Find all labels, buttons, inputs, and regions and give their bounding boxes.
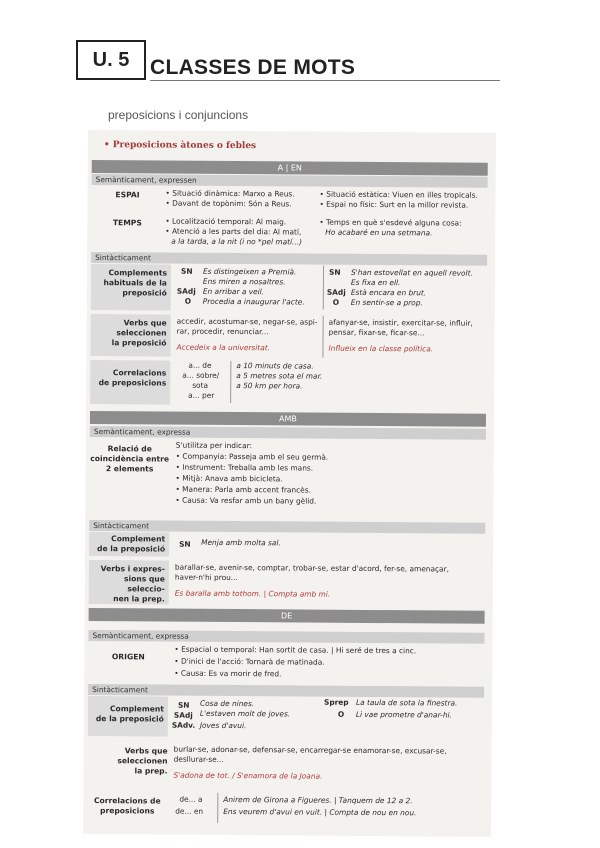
de-o-ex: Li vae prometre d'anar-hi. [355,709,452,720]
label-temps: TEMPS [112,218,142,228]
a-verbs-l2: rar, procedir, renunciar... [176,326,269,337]
a-sn-r-ex: S'han estovellat en aquell revolt. [350,267,473,278]
a-sadj-r: SAdj [326,287,346,297]
label-verbs-de [87,746,167,777]
label-complement-amb-2: de la preposició [97,544,166,554]
label-verbs-amb-2: sions que seleccio- [123,574,165,594]
amb-verbs-l3: Es baralla amb tothom. | Compta amb mi. [174,588,331,599]
label-verbs [90,314,170,357]
de-sadj-ex: L'estaven molt de joves. [199,708,291,719]
de-sadj: SAdj [173,710,193,720]
label-complements-1: Complements [108,268,168,278]
label-espai: ESPAI [115,190,140,200]
label-verbs-amb-1: Verbs i expres- [100,564,165,574]
row-amb-verbs [89,560,485,609]
amb-l1: • Companyia: Passeja amb el seu germà. [175,451,329,462]
title-divider [150,80,500,81]
row-temps [91,216,487,251]
amb-sn-ex: Menja amb molta sal. [201,537,281,548]
unit-label: U. 5 [76,40,146,80]
label-correlacions-1: Correlacions [112,368,167,378]
temps-left-3: a la tarda, a la nit (i no *pel matí...) [171,236,303,247]
label-complement-de [88,696,168,737]
de-l3: • Causa: Es va morir de fred. [174,668,282,679]
label-verbs-1: Verbs que [123,318,167,328]
de-verbs-l3: S'adona de tot. / S'enamora de la Joana. [173,770,323,781]
sem-header-de: Semànticament, expressa [88,630,484,644]
row-amb-relacio [89,440,486,523]
de-verbs-l2: desllurar-se... [173,754,224,764]
de-l2: • D'inici de l'acció: Tornarà de matinada. [174,656,325,667]
row-de-origen [88,644,484,685]
a-o: O [184,296,192,306]
de-corr-b1: Anirem de Girona a Figueres. | Tanquem de 12 a 2. [223,794,413,806]
label-complements-3: preposició [122,288,167,298]
label-relacio-1: Relació de [107,444,152,454]
a-o-r-ex: En sentir-se a prop. [350,297,423,308]
label-relacio-2: coincidència entre [90,454,170,464]
row-de-complement [88,696,484,741]
label-correlacions-de-2: preposicions [100,806,155,816]
amb-l2: • Instrument: Treballa amb les mans. [175,462,314,473]
a-sadj: SAdj [176,286,196,296]
a-sn-ex2: Ens miren a nosaltres. [202,276,286,287]
section-heading: • Preposicions àtones o febles [103,140,257,152]
label-verbs-2: seleccionen [116,328,167,338]
sint-header-amb: Sintàcticament [89,520,485,534]
label-verbs-de-2: seleccionen [117,756,168,766]
amb-l4: • Manera: Parla amb accent francès. [175,484,311,495]
amb-sn: SN [179,539,191,549]
de-sprep-ex: La taula de sota la finestra. [355,697,458,708]
row-de-correlacions [87,792,483,829]
amb-l5: • Causa: Va resfar amb un bany gèlid. [175,495,317,506]
a-corr-b2: a 5 metres sota el mar. [236,371,323,381]
a-o-ex: Procedia a inaugurar l'acte. [202,296,305,307]
de-sadv-ex: Joves d'avui. [199,720,247,731]
temps-right-2: Ho acabaré en una setmana. [325,227,433,238]
sem-header-amb: Semànticament, expressa [90,426,486,440]
amb-verbs-l1: barallar-se, avenir-se, comptar, trobar-se, estar d'acord, fer-se, amenaçar, [174,562,450,574]
de-sn-ex: Cosa de nines. [199,698,255,709]
espai-left-1: • Situació dinàmica: Marxo a Reus. [165,188,295,199]
a-sadj-r-ex: Està encara en brut. [350,287,427,298]
de-verbs-l1: burlar-se, adonar-se, defensar-se, encarregar-se enamorar-se, excusar-se, [173,744,447,756]
band-de: DE [89,608,485,624]
temps-left-1: • Localització temporal: Al maig. [165,216,287,227]
label-verbs-amb-3: nen la prep. [113,594,165,604]
label-correlacions-de-1: Correlacions de [93,796,161,806]
amb-l0: S'utilitza per indicar: [175,440,253,451]
label-complement-de-1: Complement [109,704,164,714]
label-complements [91,264,171,311]
band-amb: AMB [90,411,486,427]
a-corr-a1: a... de [188,360,212,370]
de-corr-a1: de... a [179,794,203,804]
row-de-verbs [87,742,483,791]
a-sn-r: SN [328,267,341,277]
label-verbs-de-3: la prep. [134,766,168,776]
sint-header-de: Sintàcticament [88,684,484,698]
divider [322,316,323,358]
divider [217,793,218,823]
a-verbs-r2: pensar, fixar-se, ficar-se... [328,327,425,338]
de-corr-b2: Ens veurem d'avui en vuit. | Compta de nou en nou. [223,806,417,818]
a-corr-b3: a 50 km per hora. [236,381,303,391]
espai-right-1: • Situació estàtica: Viuen en illes tropicals. [319,189,478,200]
label-verbs-amb [89,560,169,605]
a-sadj-ex: En arribar a veil. [202,286,265,297]
label-relacio [90,444,170,475]
de-corr-a2: de... en [175,806,204,816]
divider [230,361,231,403]
label-complement-amb-1: Complement [111,534,166,544]
label-complement-de-2: de la preposició [95,714,164,724]
de-sadv: SAdv. [171,720,196,730]
a-corr-a4: a... per [188,390,215,400]
row-espai [91,188,487,219]
label-origen: ORIGEN [111,652,145,662]
de-l1: • Espacial o temporal: Han sortit de casa. | Hi seré de tres a cinc. [174,644,417,656]
a-verbs-r3: Influeix en la classe política. [328,343,434,354]
espai-left-2: • Davant de topònim: Són a Reus. [165,198,292,209]
a-verbs-l3: Accedeix a la universitat. [176,342,271,353]
a-sn-r-ex2: Es fixa en ell. [350,277,401,288]
temps-right-1: • Temps en què s'esdevé alguna cosa: [319,217,462,228]
sint-header-a: Sintàcticament [91,252,487,266]
a-corr-a2: a... sobre/ [182,370,220,380]
label-verbs-de-1: Verbs que [124,746,168,756]
textbook-photo [83,130,496,837]
espai-right-2: • Espai no físic: Surt en la millor revista. [319,199,469,210]
label-relacio-3: 2 elements [105,464,154,474]
page-subtitle: preposicions i conjuncions [108,108,249,122]
temps-left-2: • Atenció a les parts del dia: Al matí, [165,226,302,237]
label-correlacions [90,360,170,405]
row-a-correlacions [90,360,486,409]
row-a-complements [91,264,487,315]
a-sn: SN [180,266,193,276]
band-a-en: A | EN [92,160,488,176]
de-sprep: Sprep [323,697,349,707]
label-verbs-3: la preposició [111,338,167,348]
label-complement-amb [89,532,169,557]
a-sn-ex: Es distingeixen a Premià. [202,266,297,277]
row-amb-complement [89,532,485,561]
divider [323,266,324,310]
a-corr-a3: sota [192,380,209,390]
sem-header-a: Semànticament, expressen [92,174,488,188]
row-a-verbs [90,314,486,361]
amb-l3: • Mitjà: Anava amb bicicleta. [175,473,283,484]
label-correlacions-de [87,796,167,817]
page-title: CLASSES DE MOTS [150,56,356,79]
label-correlacions-2: de preposicions [98,378,167,388]
a-corr-b1: a 10 minuts de casa. [236,361,314,371]
de-sn: SN [177,700,190,710]
label-complements-2: habituals de la [103,278,167,288]
amb-verbs-l2: haver-n'hi prou... [174,572,238,583]
a-verbs-l1: accedir, acostumar-se, negar-se, aspi- [176,316,318,327]
a-o-r: O [332,297,340,307]
a-verbs-r1: afanyar-se, insistir, exercitar-se, influir, [328,317,473,328]
de-o: O [337,709,345,719]
